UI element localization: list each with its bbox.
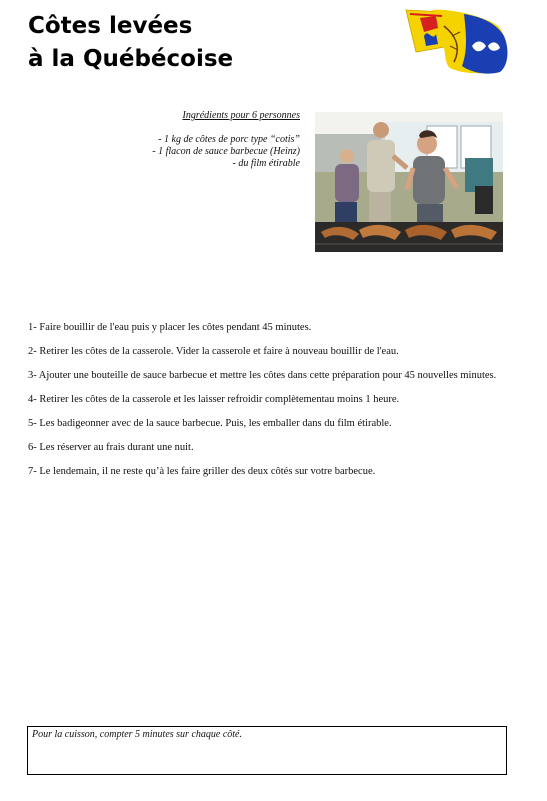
quebec-flag-emblem-icon	[402, 6, 512, 76]
ingredients-heading: Ingrédients pour 6 personnes	[182, 110, 300, 121]
title-line-1: Côtes levées	[28, 13, 193, 39]
ingredient-item: - 1 kg de côtes de porc type “cotis”	[158, 134, 300, 145]
instruction-step: 3- Ajouter une bouteille de sauce barbecue et mettre les côtes dans cette préparation pour 45 nouvelles minutes.	[28, 370, 497, 381]
instruction-step: 4- Retirer les côtes de la casserole et les laisser refroidir complètementau moins 1 heure.	[28, 394, 400, 405]
instruction-step: 7- Le lendemain, il ne reste qu’à les faire griller des deux côtés sur votre barbecue.	[28, 466, 376, 477]
ingredients-block	[110, 110, 300, 170]
instruction-step: 6- Les réserver au frais durant une nuit.	[28, 442, 194, 453]
instructions-list	[28, 322, 508, 490]
instruction-step: 2- Retirer les côtes de la casserole. Vider la casserole et faire à nouveau bouillir de l'eau.	[28, 346, 399, 357]
cooking-note-text: Pour la cuisson, compter 5 minutes sur chaque côté.	[32, 729, 242, 740]
instruction-step: 5- Les badigeonner avec de la sauce barbecue. Puis, les emballer dans du film étirable.	[28, 418, 392, 429]
cooking-note-box	[27, 726, 507, 775]
instruction-step: 1- Faire bouillir de l'eau puis y placer les côtes pendant 45 minutes.	[28, 322, 312, 333]
barbecue-group-photo-icon	[315, 112, 503, 252]
title-line-2: à la Québécoise	[28, 46, 234, 72]
ingredient-item: - du film étirable	[232, 158, 300, 169]
ingredient-item: - 1 flacon de sauce barbecue (Heinz)	[152, 146, 300, 157]
recipe-title	[28, 10, 233, 76]
barbecue-photo	[315, 112, 503, 252]
